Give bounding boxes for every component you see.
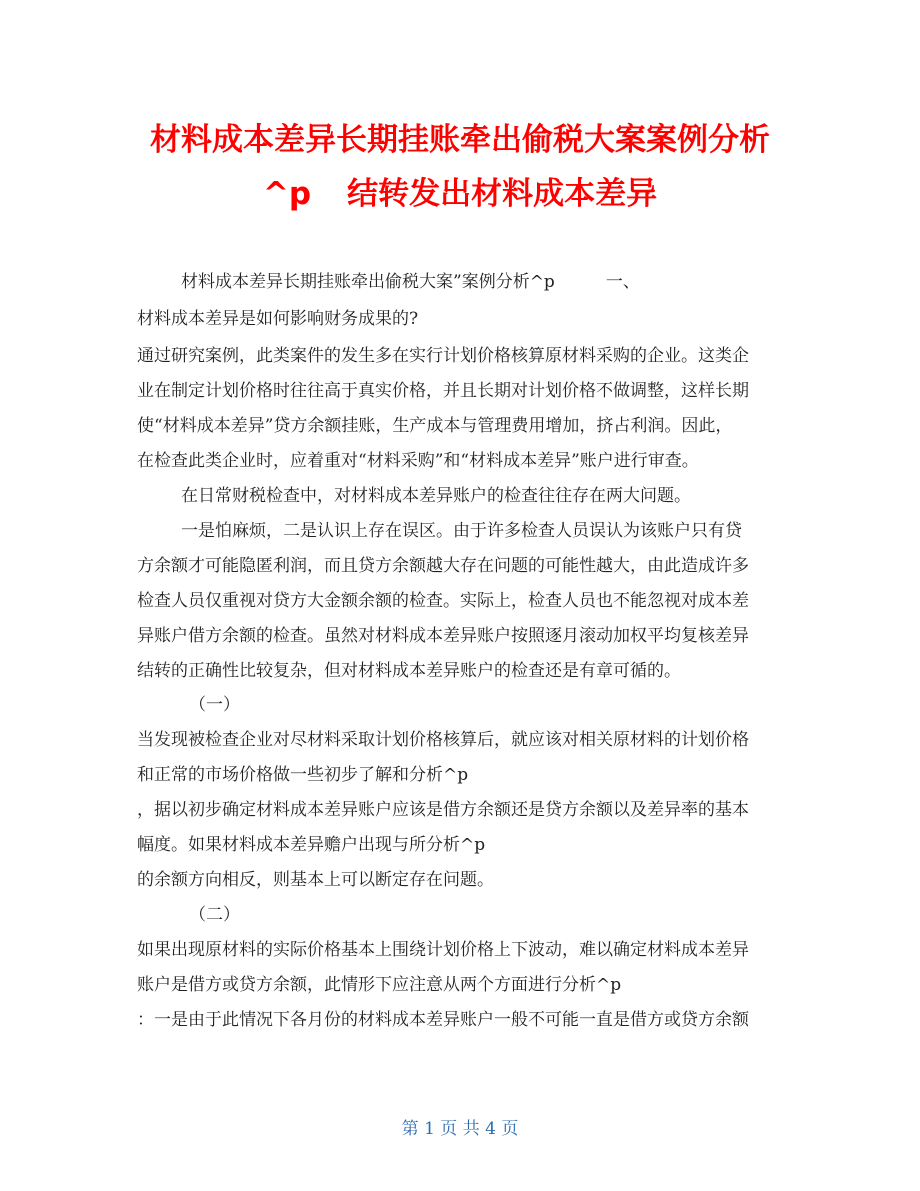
body-line: 一是怕麻烦，二是认识上存在误区。由于许多检查人员误认为该账户只有贷	[181, 521, 742, 541]
body-line: 材料成本差异是如何影响财务成果的?	[137, 309, 419, 329]
page-number: 第 1 页 共 4 页	[401, 1119, 519, 1139]
body-line: 使“材料成本差异”贷方余额挂账，生产成本与管理费用增加，挤占利润。因此，	[137, 416, 733, 436]
body-line: 业在制定计划价格时往往高于真实价格，并且长期对计划价格不做调整，这样长期	[137, 381, 749, 401]
section-heading: （二）	[189, 905, 240, 925]
body-line: 在日常财税检查中，对材料成本差异账户的检查往往存在两大问题。	[181, 486, 691, 506]
body-line: 通过研究案例，此类案件的发生多在实行计划价格核算原材料采购的企业。这类企	[137, 346, 749, 366]
body-line: ：一是由于此情况下各月份的材料成本差异账户一般不可能一直是借方或贷方余额	[137, 1010, 749, 1030]
body-line: 如果出现原材料的实际价格基本上围绕计划价格上下波动，难以确定材料成本差异	[137, 940, 749, 960]
title-line-2	[0, 174, 920, 214]
body-line: ，据以初步确定材料成本差异账户应该是借方余额还是贷方余额以及差异率的基本	[137, 800, 749, 820]
body-line: 结转的正确性比较复杂，但对材料成本差异账户的检查还是有章可循的。	[137, 661, 681, 681]
body-line: 方余额才可能隐匿利润，而且贷方余额越大存在问题的可能性越大，由此造成许多	[137, 556, 749, 576]
title-line-1: 材料成本差异长期挂账牵出偷税大案案例分析	[150, 122, 770, 158]
title-line-2-prefix: ^p	[262, 176, 312, 212]
section-heading: （一）	[189, 695, 240, 715]
body-line: 在检查此类企业时，应着重对“材料采购”和“材料成本差异”账户进行审查。	[137, 451, 699, 471]
body-line: 检查人员仅重视对贷方大金额余额的检查。实际上，检查人员也不能忽视对成本差	[137, 591, 749, 611]
body-line: 材料成本差异长期挂账牵出偷税大案”案例分析^p 一、	[181, 272, 640, 292]
body-line: 幅度。如果材料成本差异赡户出现与所分析^p	[137, 835, 486, 855]
title-line-2-text: 结转发出材料成本差异	[347, 176, 658, 212]
body-line: 异账户借方余额的检查。虽然对材料成本差异账户按照逐月滚动加权平均复核差异	[137, 626, 749, 646]
body-line: 账户是借方或贷方余额，此情形下应注意从两个方面进行分析^p	[137, 975, 622, 995]
body-line: 和正常的市场价格做一些初步了解和分析^p	[137, 765, 469, 785]
body-line: 的余额方向相反，则基本上可以断定存在问题。	[137, 870, 494, 890]
body-line: 当发现被检查企业对尽材料采取计划价格核算后，就应该对相关原材料的计划价格	[137, 730, 749, 750]
